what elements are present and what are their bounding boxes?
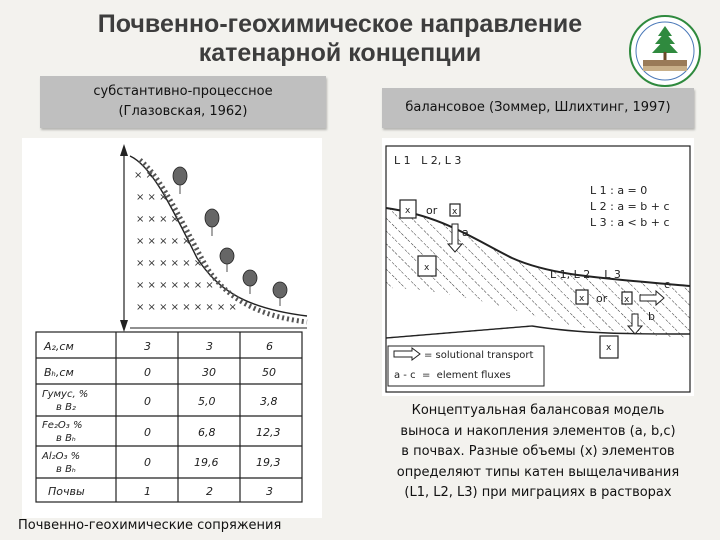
left-header-line-1: субстантивно-процессное [93,84,273,99]
row-label: A₂,см [44,340,74,353]
row-label: Bₕ,см [44,366,74,379]
or-label: or [426,204,438,217]
cell-value: 19,6 [194,456,219,469]
mid-catena-labels: L 1, L 2 L 3 [550,268,621,281]
or-label: or [596,292,608,305]
right-header: балансовое (Зоммер, Шлихтинг, 1997) [382,88,694,128]
cell-value: 0 [144,426,151,439]
left-header [40,76,326,128]
cell-value: 0 [144,456,151,469]
cell-value: 0 [144,395,151,408]
data-table [36,332,302,502]
flux-b-label: b [648,310,655,323]
flux-a-label: a [462,226,469,239]
slide-title [40,10,640,68]
cell-value: 0 [144,366,151,379]
left-header-line-2: (Глазовская, 1962) [118,104,248,119]
cell-value: 50 [262,366,276,379]
soil-catena-figure [22,138,322,518]
cell-value: 3 [144,340,151,353]
legend-fluxes: a - c = element fluxes [394,370,511,381]
cell-value: 19,3 [256,456,281,469]
row-label: в Bₕ [56,464,76,475]
title-line-1: Почвенно-геохимическое направление [97,10,583,38]
svg-text:× × × × × × ×: × × × × × × × [136,280,214,291]
description-line: в почвах. Разные объемы (x) элементов [401,444,675,459]
svg-text:× × × × ×: × × × × × [136,236,191,247]
x-label: x [579,294,585,304]
cell-value: 3 [266,485,273,498]
cell-value: 3,8 [260,395,278,408]
x-label: x [606,343,612,353]
cell-value: 2 [206,485,213,498]
svg-text:× ×: × × [134,170,154,181]
description-line: (L1, L2, L3) при миграциях в растворах [404,485,672,500]
cell-value: 30 [202,366,216,379]
svg-text:× × × ×: × × × × [136,214,180,225]
cell-value: 5,0 [198,395,216,408]
description-line: Концептуальная балансовая модель [411,403,665,418]
svg-text:× × ×: × × × [136,192,168,203]
left-figure-caption: Почвенно-геохимические сопряжения [18,518,282,533]
x-label: x [424,263,430,273]
description-line: определяют типы катен выщелачивания [396,464,680,480]
cell-value: 6 [266,340,273,353]
cell-value: 1 [144,485,151,498]
legend-solutional: = solutional transport [424,350,534,361]
equation-l2: L 2 : a = b + c [590,200,670,213]
svg-text:× × × × × × × × ×: × × × × × × × × × [136,302,237,313]
row-label: Почвы [48,485,85,498]
logo-icon [628,14,702,88]
x-label: x [452,207,458,217]
equation-l1: L 1 : a = 0 [590,184,648,197]
row-label: Fe₂O₃ % [42,420,83,431]
arrow-head-up [120,144,128,156]
flux-c-label: c [664,278,671,291]
cell-value: 12,3 [256,426,281,439]
svg-text:× × × × × ×: × × × × × × [136,258,203,269]
x-label: x [624,295,630,305]
description-line: выноса и накопления элементов (a, b,c) [400,423,676,439]
cell-value: 6,8 [198,426,216,439]
title-line-2: катенарной концепции [198,39,482,67]
parent-rock-pattern [134,170,237,313]
row-label: Al₂O₃ % [42,451,81,462]
row-label: в Bₕ [56,433,76,444]
model-description [370,401,706,504]
cell-value: 3 [206,340,213,353]
arrow-head-down [120,320,128,332]
row-label: в B₂ [56,402,76,413]
x-label: x [405,206,411,216]
equation-l3: L 3 : a < b + c [590,216,670,229]
row-label: Гумус, % [42,389,89,400]
balance-model-figure [382,138,694,396]
top-catena-labels: L 1 L 2, L 3 [394,154,462,167]
